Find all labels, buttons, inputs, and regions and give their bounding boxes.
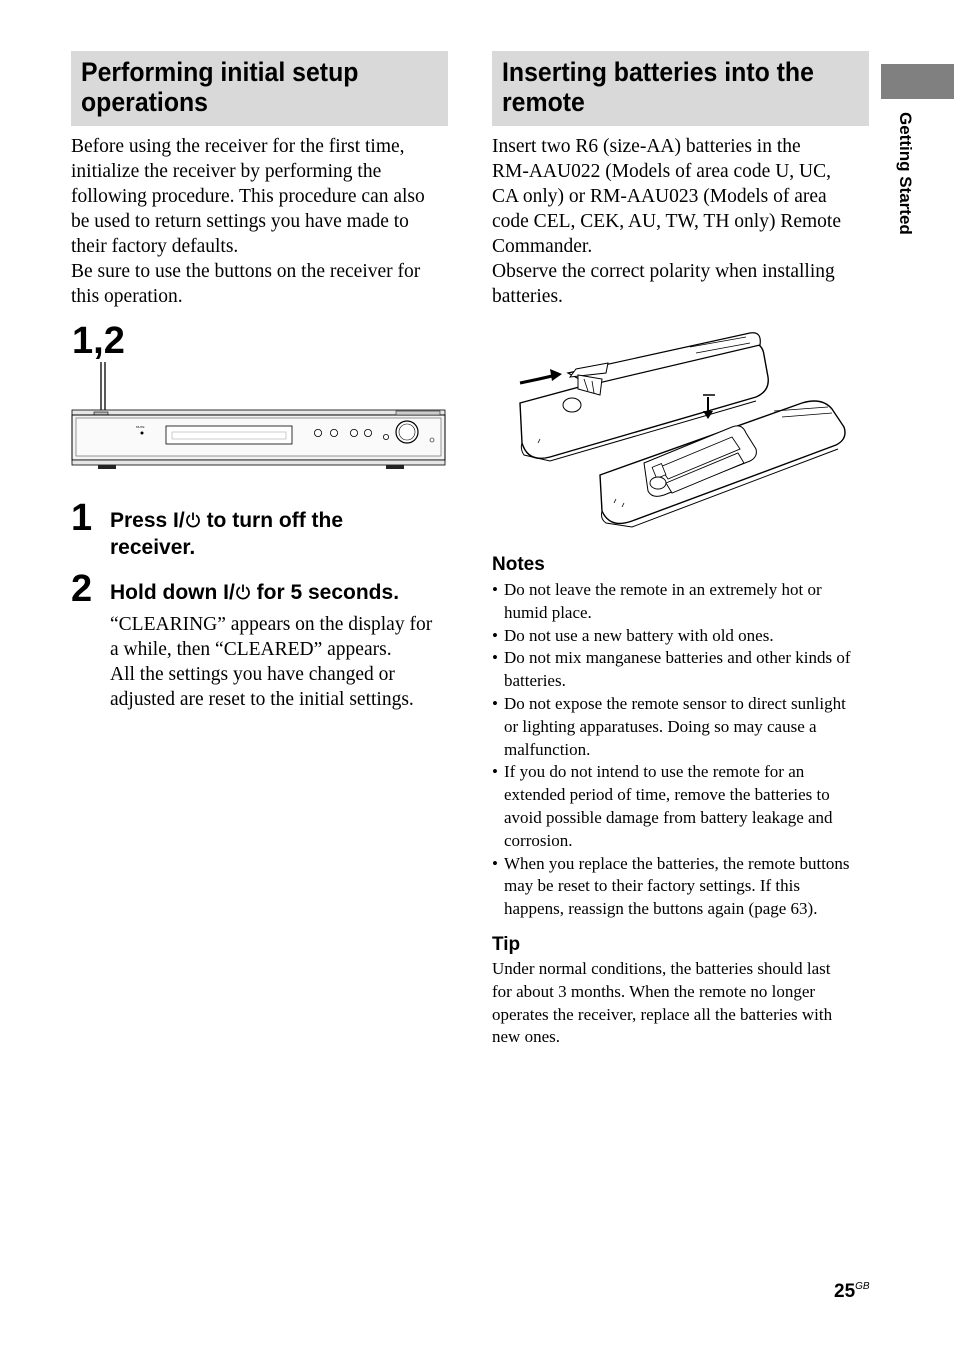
note-item (492, 647, 877, 693)
note-line: malfunction. (504, 739, 591, 759)
batteries-heading (502, 57, 830, 117)
power-icon (185, 512, 201, 528)
batteries-intro-line: batteries. (492, 286, 563, 307)
notes-heading: Notes (492, 554, 545, 575)
step-2-body-line: “CLEARING” appears on the display for (110, 614, 433, 635)
batteries-heading-line-1: Inserting batteries into the (502, 57, 814, 87)
batteries-intro-line: Insert two R6 (size-AA) batteries in the (492, 136, 801, 157)
step-2-title-part-2: for 5 seconds. (250, 581, 400, 604)
page-number-value: 25 (834, 1281, 856, 1302)
notes-list (492, 579, 877, 921)
tip-line: new ones. (492, 1027, 560, 1047)
note-line: batteries. (504, 671, 566, 691)
batteries-intro-line: Commander. (492, 236, 593, 257)
tip-text (492, 958, 877, 1049)
step-2-body-line: All the settings you have changed or (110, 664, 395, 685)
power-icon (235, 584, 251, 600)
note-item (492, 761, 877, 852)
note-line: Do not mix manganese batteries and other kinds of (504, 648, 851, 668)
receiver-front-panel-illustration (68, 360, 450, 475)
step-2-body-line: adjusted are reset to the initial settings. (110, 689, 414, 710)
step-1-title-line-2: receiver. (110, 536, 196, 559)
batteries-heading-line-2: remote (502, 87, 585, 117)
remote-battery-illustration (510, 325, 855, 535)
setup-intro-line: their factory defaults. (71, 236, 239, 257)
setup-heading-line-1: Performing initial setup (81, 57, 359, 87)
chapter-tab (881, 64, 954, 99)
setup-intro-line: following procedure. This procedure can also (71, 186, 425, 207)
batteries-intro-line: CA only) or RM-AAU023 (Models of area (492, 186, 827, 207)
figure-step-label: 1,2 (72, 320, 125, 362)
page-number-suffix: GB (855, 1281, 870, 1292)
setup-intro (71, 134, 461, 309)
tip-line: Under normal conditions, the batteries should last (492, 959, 831, 978)
note-line: or lighting apparatuses. Doing so may cause a (504, 716, 817, 736)
tip-line: operates the receiver, replace all the batteries with (492, 1004, 833, 1024)
step-1-title (110, 507, 450, 561)
note-line: extended period of time, remove the batteries to (504, 785, 830, 805)
step-2-title (110, 579, 450, 606)
setup-intro-line: this operation. (71, 286, 183, 307)
note-line: Do not use a new battery with old ones. (504, 625, 774, 645)
setup-heading-line-2: operations (81, 87, 208, 117)
setup-intro-line: Before using the receiver for the first time, (71, 136, 405, 157)
chapter-label-text: Getting Started (896, 112, 915, 235)
batteries-heading-box (492, 51, 869, 126)
note-item (492, 693, 877, 761)
note-line: When you replace the batteries, the remote buttons (504, 853, 850, 873)
note-line: may be reset to their factory settings. If this (504, 876, 800, 896)
note-line: Do not expose the remote sensor to direct sunlight (504, 693, 846, 713)
setup-heading-box (71, 51, 448, 126)
page-number (834, 1281, 870, 1303)
step-2-body-line: a while, then “CLEARED” appears. (110, 639, 392, 660)
note-line: If you do not intend to use the remote for an (504, 762, 805, 782)
step-1-title-part-2: to turn off the (200, 509, 344, 532)
note-item (492, 579, 877, 625)
step-1-title-part-1: Press I/ (110, 509, 185, 532)
note-item (492, 853, 877, 921)
note-item (492, 625, 877, 648)
step-2-title-part-1: Hold down I/ (110, 581, 235, 604)
note-line: corrosion. (504, 830, 573, 850)
setup-heading (81, 57, 409, 117)
tip-line: for about 3 months. When the remote no longer (492, 981, 816, 1001)
batteries-intro (492, 134, 882, 309)
setup-intro-line: Be sure to use the buttons on the receiver for (71, 261, 421, 282)
batteries-intro-line: RM-AAU022 (Models of area code U, UC, (492, 161, 832, 182)
note-line: humid place. (504, 602, 592, 622)
note-line: avoid possible damage from battery leakage and (504, 807, 833, 827)
tip-heading: Tip (492, 934, 521, 955)
batteries-intro-line: code CEL, CEK, AU, TW, TH only) Remote (492, 211, 841, 232)
step-2-body (110, 612, 455, 712)
setup-intro-line: initialize the receiver by performing the (71, 161, 382, 182)
note-line: happens, reassign the buttons again (page 63). (504, 899, 818, 919)
step-2-number: 2 (71, 568, 93, 610)
chapter-label (893, 112, 917, 272)
batteries-intro-line: Observe the correct polarity when installing (492, 261, 835, 282)
setup-intro-line: be used to return settings you have made to (71, 211, 409, 232)
step-1-number: 1 (71, 497, 93, 539)
svg-text:MUTE: MUTE (136, 425, 145, 429)
note-line: Do not leave the remote in an extremely hot or (504, 580, 822, 599)
